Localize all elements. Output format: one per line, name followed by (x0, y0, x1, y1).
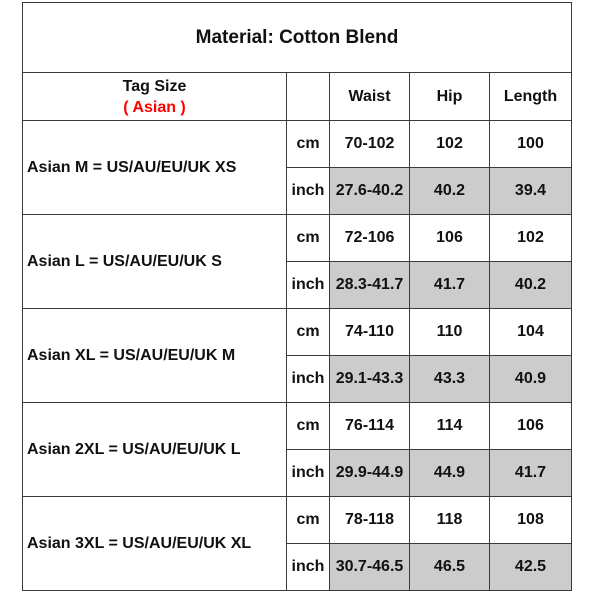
unit-cell: cm (287, 309, 330, 356)
unit-cell: cm (287, 403, 330, 450)
waist-cell: 28.3-41.7 (330, 262, 410, 309)
unit-cell: inch (287, 450, 330, 497)
size-label: Asian L = US/AU/EU/UK S (23, 215, 287, 309)
size-row-cm (23, 403, 572, 450)
size-row-cm (23, 309, 572, 356)
hip-header: Hip (410, 73, 490, 121)
hip-cell: 44.9 (410, 450, 490, 497)
size-chart-body (23, 3, 572, 591)
unit-cell: cm (287, 497, 330, 544)
unit-cell: inch (287, 262, 330, 309)
unit-cell: inch (287, 356, 330, 403)
length-cell: 108 (490, 497, 572, 544)
length-header: Length (490, 73, 572, 121)
size-label: Asian 2XL = US/AU/EU/UK L (23, 403, 287, 497)
tag-size-header (23, 73, 287, 121)
length-cell: 42.5 (490, 544, 572, 591)
hip-cell: 114 (410, 403, 490, 450)
length-cell: 104 (490, 309, 572, 356)
length-cell: 40.2 (490, 262, 572, 309)
length-cell: 100 (490, 121, 572, 168)
hip-cell: 106 (410, 215, 490, 262)
length-cell: 41.7 (490, 450, 572, 497)
waist-cell: 29.1-43.3 (330, 356, 410, 403)
hip-cell: 110 (410, 309, 490, 356)
waist-cell: 76-114 (330, 403, 410, 450)
unit-cell: inch (287, 168, 330, 215)
hip-cell: 46.5 (410, 544, 490, 591)
hip-cell: 40.2 (410, 168, 490, 215)
size-row-cm (23, 497, 572, 544)
length-cell: 102 (490, 215, 572, 262)
hip-cell: 118 (410, 497, 490, 544)
waist-cell: 30.7-46.5 (330, 544, 410, 591)
unit-cell: cm (287, 215, 330, 262)
tag-size-sublabel: ( Asian ) (123, 98, 186, 116)
waist-cell: 78-118 (330, 497, 410, 544)
title-row (23, 3, 572, 73)
tag-size-label: Tag Size (122, 77, 187, 95)
unit-cell: cm (287, 121, 330, 168)
length-cell: 40.9 (490, 356, 572, 403)
waist-cell: 72-106 (330, 215, 410, 262)
waist-cell: 27.6-40.2 (330, 168, 410, 215)
unit-header (287, 73, 330, 121)
waist-cell: 29.9-44.9 (330, 450, 410, 497)
size-row-cm (23, 121, 572, 168)
size-label: Asian XL = US/AU/EU/UK M (23, 309, 287, 403)
header-row (23, 73, 572, 121)
size-label: Asian 3XL = US/AU/EU/UK XL (23, 497, 287, 591)
size-label: Asian M = US/AU/EU/UK XS (23, 121, 287, 215)
chart-title: Material: Cotton Blend (23, 3, 572, 73)
waist-cell: 70-102 (330, 121, 410, 168)
hip-cell: 43.3 (410, 356, 490, 403)
size-chart-table (22, 2, 572, 591)
waist-cell: 74-110 (330, 309, 410, 356)
size-row-cm (23, 215, 572, 262)
hip-cell: 41.7 (410, 262, 490, 309)
hip-cell: 102 (410, 121, 490, 168)
waist-header: Waist (330, 73, 410, 121)
length-cell: 106 (490, 403, 572, 450)
length-cell: 39.4 (490, 168, 572, 215)
unit-cell: inch (287, 544, 330, 591)
